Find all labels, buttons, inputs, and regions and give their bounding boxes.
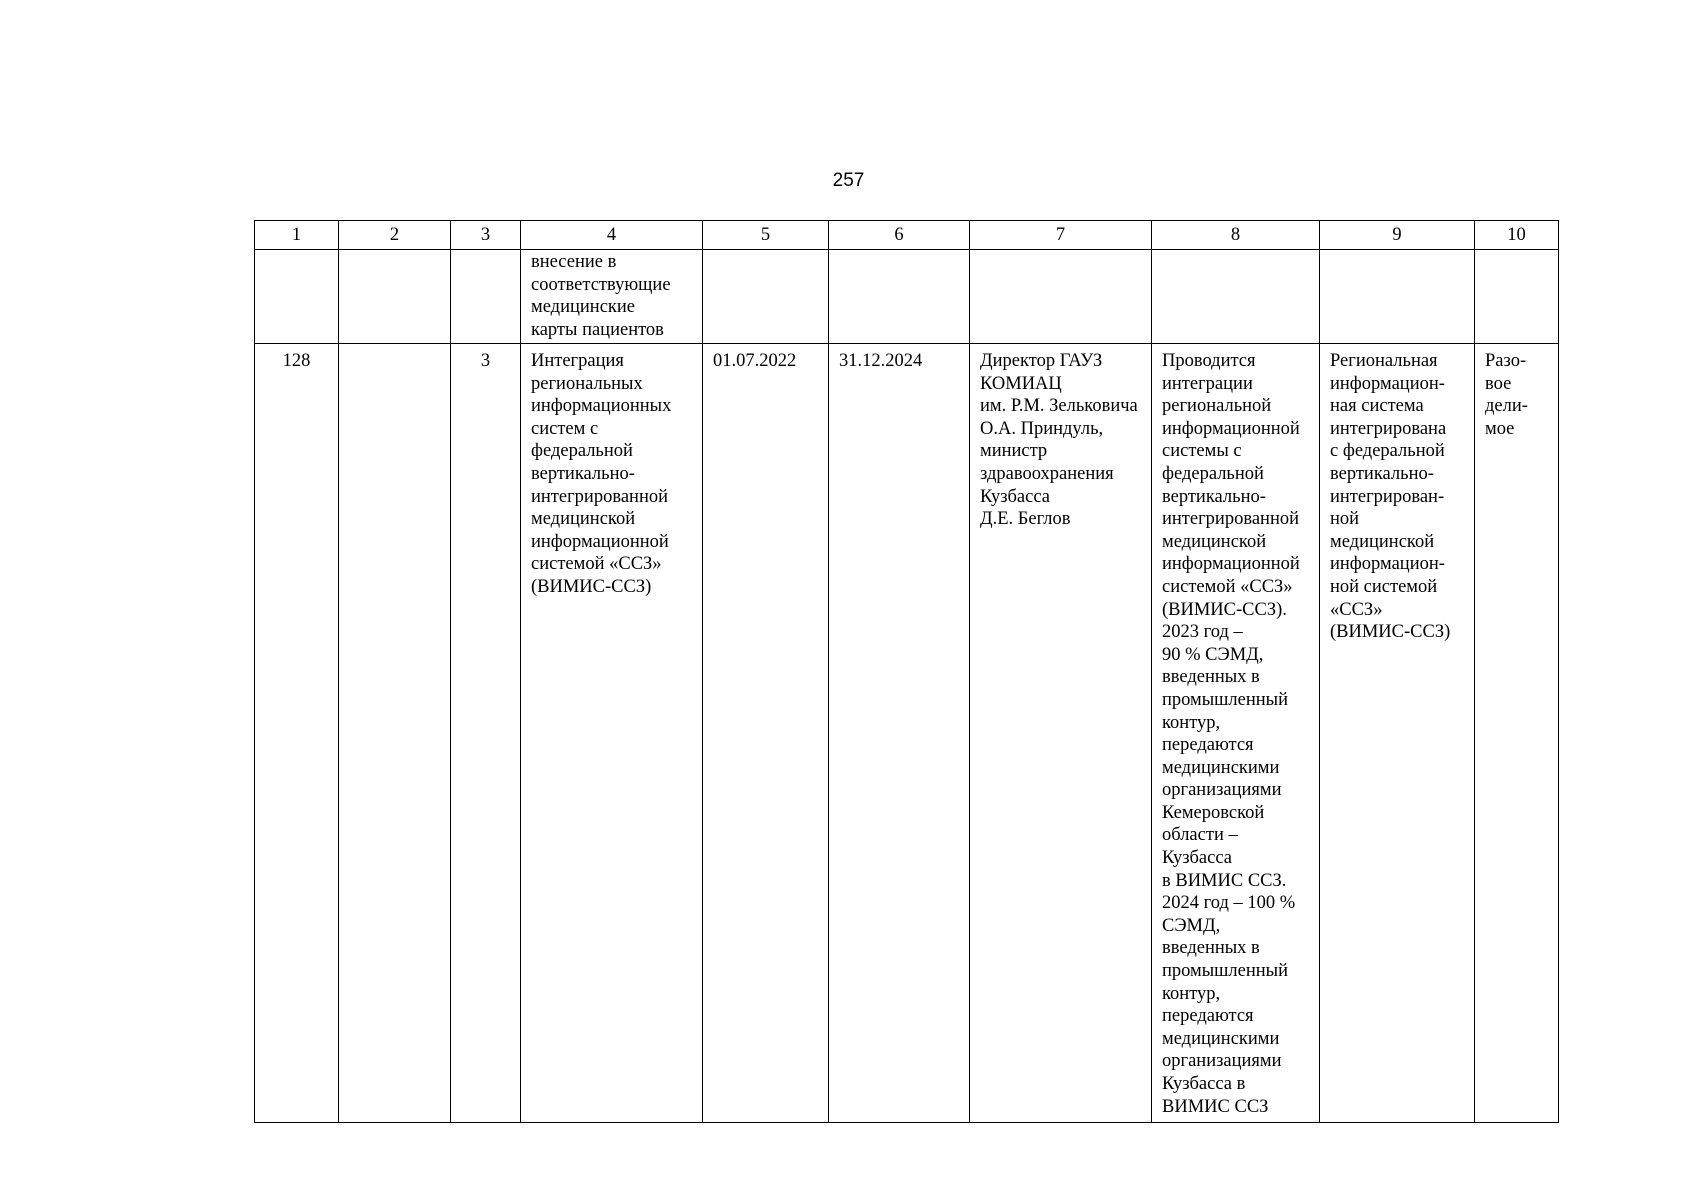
column-header-1: 1	[255, 221, 339, 250]
cell-description	[1152, 344, 1320, 1123]
page-number: 257	[832, 170, 865, 191]
cell-responsible	[970, 250, 1152, 344]
cell-type-text: Разо- вое дели- мое	[1485, 351, 1528, 439]
cell-number-text: 128	[282, 351, 311, 371]
cell-responsible-text: Директор ГАУЗ КОМИАЦ им. Р.М. Зельковичa О.А. Приндуль, министр здравоохранения Кузбасса Д.Е. Беглов	[980, 351, 1138, 530]
table-row	[255, 344, 1559, 1123]
cell-result	[1320, 344, 1475, 1123]
column-header-2: 2	[339, 221, 451, 250]
cell-col3	[451, 250, 521, 344]
column-header-6: 6	[829, 221, 970, 250]
cell-activity-text: внесение в соответствующие медицинские карты пациентов	[531, 252, 671, 340]
cell-activity	[521, 250, 703, 344]
cell-col3	[451, 344, 521, 1123]
cell-end-date	[829, 344, 970, 1123]
cell-start-date	[703, 250, 829, 344]
column-header-8: 8	[1152, 221, 1320, 250]
document-table	[254, 220, 1559, 1123]
column-header-9: 9	[1320, 221, 1475, 250]
cell-col2	[339, 344, 451, 1123]
cell-end-date	[829, 250, 970, 344]
column-header-7: 7	[970, 221, 1152, 250]
cell-type	[1475, 250, 1559, 344]
cell-start-date	[703, 344, 829, 1123]
cell-start-date-text: 01.07.2022	[713, 351, 797, 371]
cell-end-date-text: 31.12.2024	[839, 351, 923, 371]
cell-number	[255, 344, 339, 1123]
table-row	[255, 250, 1559, 344]
column-header-3: 3	[451, 221, 521, 250]
cell-number	[255, 250, 339, 344]
cell-col3-text: 3	[480, 351, 491, 371]
cell-activity-text: Интеграция региональных информационных систем с федеральной вертикально- интегрированной медицинской информационной системой «ССЗ» (ВИМИС-ССЗ)	[531, 351, 672, 597]
column-header-4: 4	[521, 221, 703, 250]
cell-activity	[521, 344, 703, 1123]
column-header-5: 5	[703, 221, 829, 250]
cell-col2	[339, 250, 451, 344]
cell-result	[1320, 250, 1475, 344]
table-header-row	[255, 221, 1559, 250]
cell-responsible	[970, 344, 1152, 1123]
column-header-10: 10	[1475, 221, 1559, 250]
cell-description	[1152, 250, 1320, 344]
cell-type	[1475, 344, 1559, 1123]
cell-result-text: Региональная информацион- ная система интегрирована с федеральной вертикально- интегрирован- ной медицинской информацион- ной системой «ССЗ» (ВИМИС-ССЗ)	[1330, 351, 1451, 643]
cell-description-text: Проводится интеграции региональной информационной системы с федеральной вертикально- интегрированной медицинской информационной системой «ССЗ» (ВИМИС-ССЗ). 2023 год – 90 % СЭМД, введенных в промышленный контур, передаются медицинскими организациями Кемеровской области – Кузбасса в ВИМИС ССЗ. 2024 год – 100 % СЭМД, введенных в промышленный контур, передаются медицинскими организациями Кузбасса в ВИМИС ССЗ	[1162, 351, 1300, 1117]
